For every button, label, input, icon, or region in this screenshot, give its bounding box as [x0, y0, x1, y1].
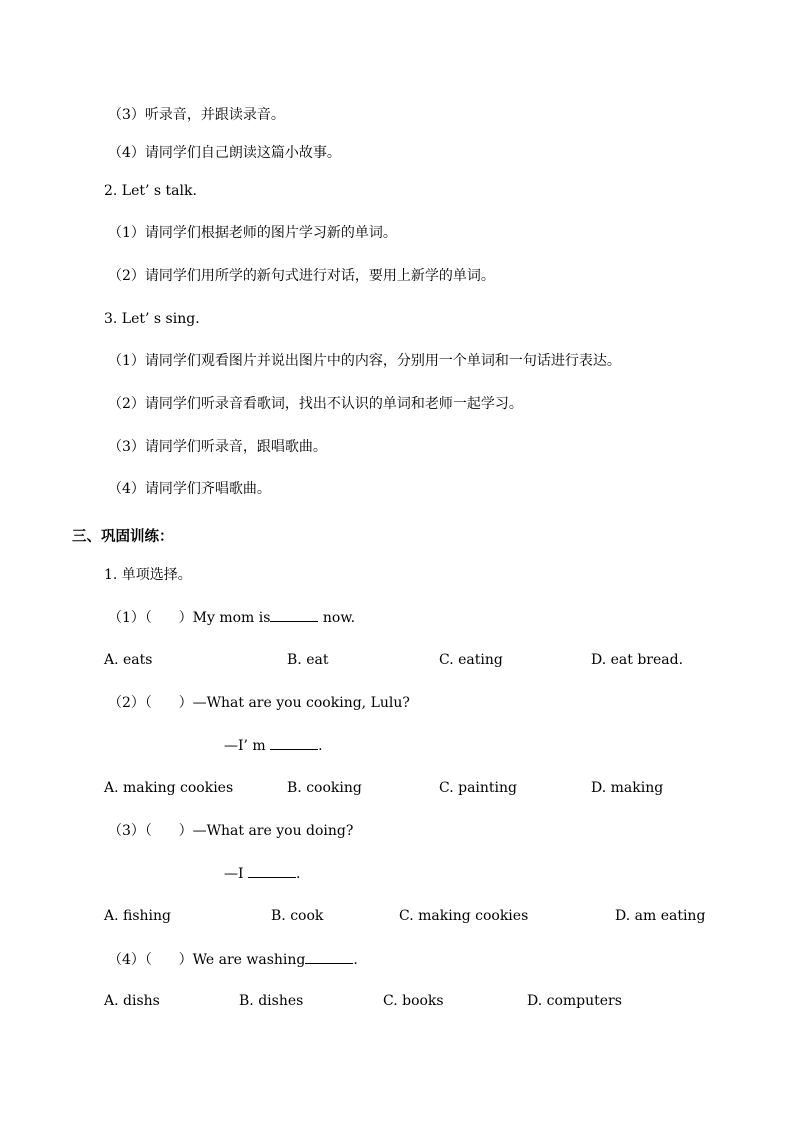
- q3-option-a: A. fishing: [104, 908, 172, 924]
- talk-step-2: （2）请同学们用所学的新句式进行对话，要用上新学的单词。: [108, 268, 495, 284]
- question-2: [108, 695, 410, 711]
- lets-sing-heading: 3. Let’ s sing.: [104, 311, 200, 327]
- question-3-answer-line: [224, 865, 300, 882]
- multiple-choice-heading: 1. 单项选择。: [104, 567, 192, 583]
- talk-step-1: （1）请同学们根据老师的图片学习新的单词。: [108, 225, 397, 241]
- q2-option-c: C. painting: [439, 780, 517, 796]
- question-stem: —What are you cooking, Lulu?: [192, 695, 410, 711]
- q1-option-c: C. eating: [439, 652, 503, 668]
- sing-step-2: （2）请同学们听录音看歌词，找出不认识的单词和老师一起学习。: [108, 396, 523, 412]
- q3-option-c: C. making cookies: [399, 908, 529, 924]
- q2-option-d: D. making: [591, 780, 664, 796]
- question-3: [108, 823, 353, 839]
- q1-option-d: D. eat bread.: [591, 652, 684, 668]
- answer-blank: [270, 737, 318, 750]
- answer-parentheses: （ ）: [144, 952, 193, 968]
- question-stem: —What are you doing?: [192, 823, 354, 839]
- q4-option-a: A. dishs: [104, 993, 160, 1009]
- sing-step-1: （1）请同学们观看图片并说出图片中的内容，分别用一个单词和一句话进行表达。: [108, 353, 621, 369]
- sing-step-3: （3）请同学们听录音，跟唱歌曲。: [108, 439, 327, 455]
- answer-blank: [305, 951, 353, 964]
- q1-option-b: B. eat: [287, 652, 329, 668]
- q1-option-a: A. eats: [104, 652, 153, 668]
- listen-repeat-step: （3）听录音，并跟读录音。: [108, 107, 285, 123]
- q2-option-b: B. cooking: [287, 780, 362, 796]
- sing-step-4: （4）请同学们齐唱歌曲。: [108, 481, 271, 497]
- question-2-answer-line: [224, 737, 323, 754]
- question-number: （4）: [108, 952, 145, 968]
- answer-blank: [248, 865, 296, 878]
- question-stem: We are washing: [192, 952, 306, 968]
- question-4: [108, 951, 358, 968]
- question-stem-end: now.: [318, 610, 356, 626]
- answer-prefix: —I: [224, 866, 248, 882]
- answer-suffix: .: [295, 866, 301, 882]
- q4-option-d: D. computers: [527, 993, 622, 1009]
- answer-prefix: —I’ m: [224, 738, 271, 754]
- q4-option-b: B. dishes: [239, 993, 304, 1009]
- question-number: （1）: [108, 610, 145, 626]
- lets-talk-heading: 2. Let’ s talk.: [104, 183, 197, 199]
- question-number: （3）: [108, 823, 145, 839]
- read-story-step: （4）请同学们自己朗读这篇小故事。: [108, 145, 341, 161]
- q3-option-b: B. cook: [271, 908, 324, 924]
- answer-parentheses: （ ）: [144, 610, 193, 626]
- question-stem: My mom is: [192, 610, 271, 626]
- question-number: （2）: [108, 695, 145, 711]
- question-1: [108, 609, 355, 626]
- question-stem-end: .: [353, 952, 358, 968]
- section-3-title: 三、巩固训练：: [72, 528, 174, 545]
- answer-parentheses: （ ）: [144, 695, 193, 711]
- answer-parentheses: （ ）: [144, 823, 193, 839]
- q2-option-a: A. making cookies: [104, 780, 234, 796]
- q4-option-c: C. books: [383, 993, 444, 1009]
- answer-suffix: .: [318, 738, 323, 754]
- answer-blank: [270, 609, 318, 622]
- q3-option-d: D. am eating: [615, 908, 706, 924]
